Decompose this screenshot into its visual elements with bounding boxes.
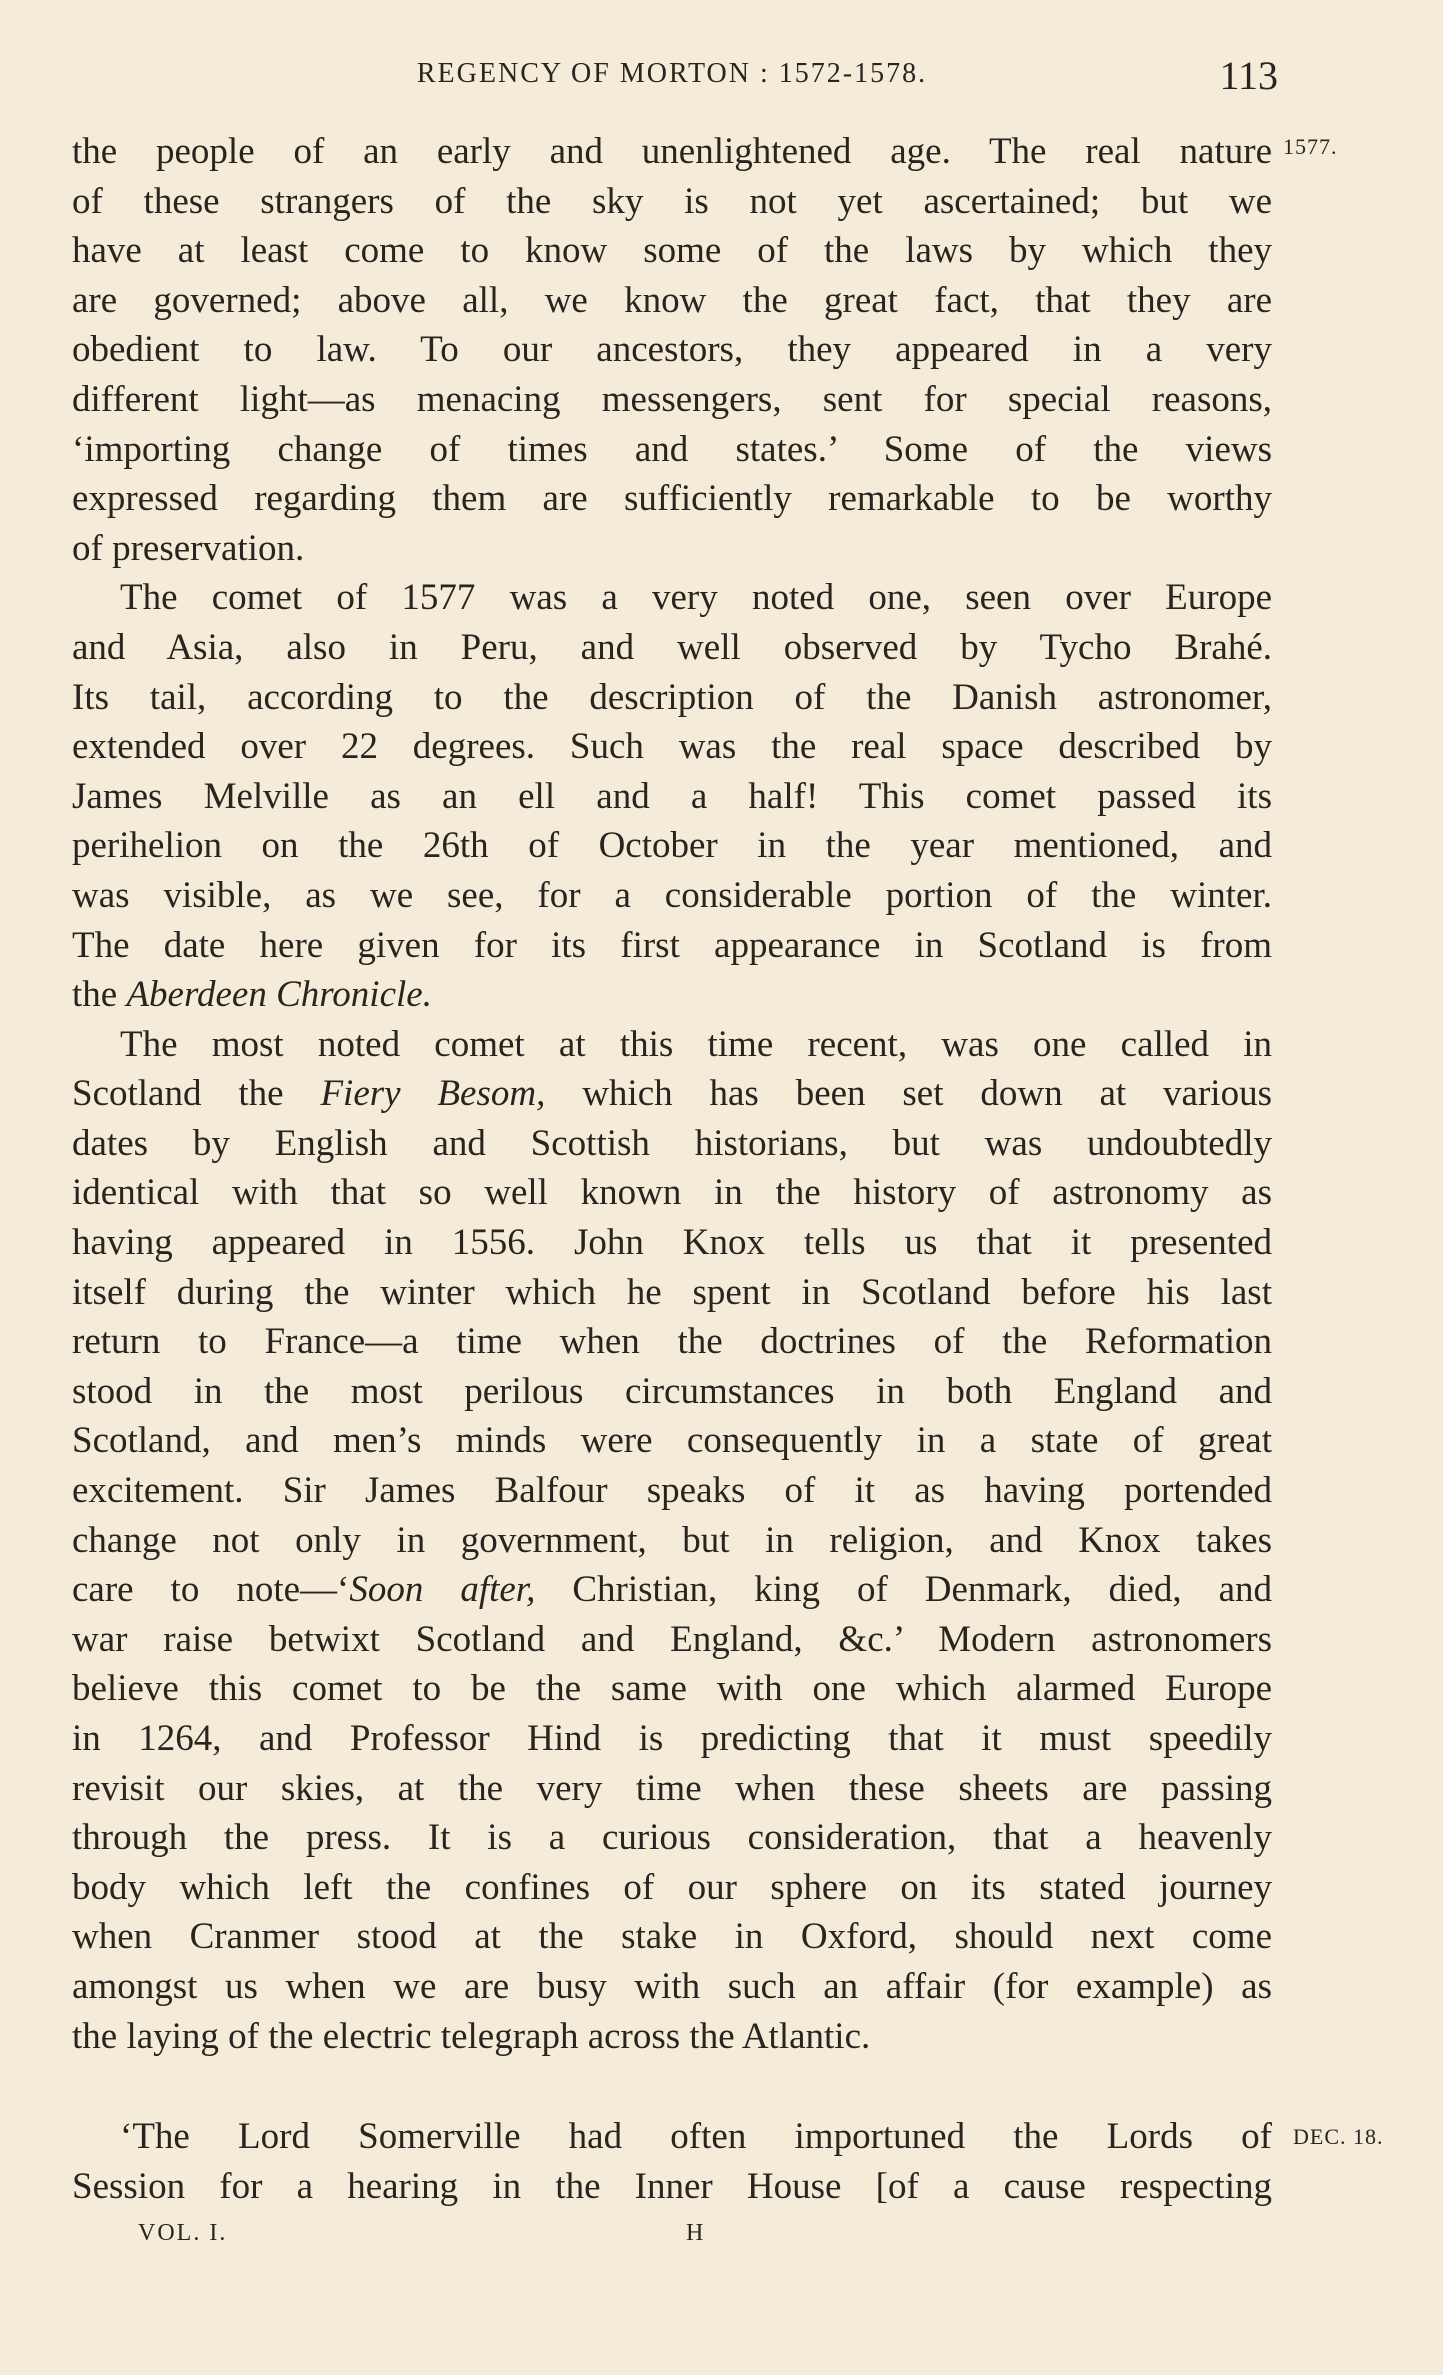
text-line: expressed regarding them are sufficiently remarkable to be worthy bbox=[72, 478, 1272, 520]
text-fragment: care to note—‘ bbox=[72, 1569, 350, 1611]
text-line: Its tail, according to the description of the Danish astronomer, bbox=[72, 676, 1272, 718]
text-fragment: which has been set down at various bbox=[545, 1073, 1272, 1115]
running-head: REGENCY OF MORTON : 1572-1578. bbox=[416, 58, 928, 89]
text-line: itself during the winter which he spent in Scotland before his last bbox=[72, 1271, 1272, 1313]
text-line: perihelion on the 26th of October in the year mentioned, and bbox=[72, 825, 1272, 867]
page-number: 113 bbox=[1219, 53, 1278, 98]
text-line: amongst us when we are busy with such an affair (for example) as bbox=[72, 1965, 1272, 2007]
text-line bbox=[72, 970, 1272, 1020]
text-line: return to France—a time when the doctrines of the Reformation bbox=[72, 1321, 1272, 1363]
margin-note-year: 1577. bbox=[1283, 134, 1338, 159]
margin-note-date: DEC. 18. bbox=[1293, 2124, 1384, 2149]
text-line: ‘The Lord Somerville had often importuned the Lords of bbox=[120, 2116, 1272, 2158]
italic-quote: Soon after, bbox=[349, 1569, 536, 1611]
text-line: revisit our skies, at the very time when these sheets are passing bbox=[72, 1767, 1272, 1809]
text-line: different light—as menacing messengers, sent for special reasons, bbox=[72, 378, 1272, 420]
text-line: stood in the most perilous circumstances in both England and bbox=[72, 1370, 1272, 1412]
text-line: ‘importing change of times and states.’ Some of the views bbox=[72, 428, 1272, 470]
text-line: identical with that so well known in the history of astronomy as bbox=[72, 1172, 1272, 1214]
text-line: through the press. It is a curious consideration, that a heavenly bbox=[72, 1817, 1272, 1859]
text-line: excitement. Sir James Balfour speaks of it as having portended bbox=[72, 1470, 1272, 1512]
footer-signature: H bbox=[686, 2220, 704, 2246]
text-fragment: Christian, king of Denmark, died, and bbox=[535, 1569, 1272, 1611]
text-line: when Cranmer stood at the stake in Oxford, should next come bbox=[72, 1916, 1272, 1958]
text-line: the laying of the electric telegraph across the Atlantic. bbox=[72, 2015, 871, 2057]
footer-volume: VOL. I. bbox=[138, 2220, 228, 2246]
text-line bbox=[72, 1565, 1272, 1615]
body-text bbox=[72, 127, 1272, 2211]
text-line: Scotland, and men’s minds were consequently in a state of great bbox=[72, 1420, 1272, 1462]
text-line: of these strangers of the sky is not yet ascertained; but we bbox=[72, 180, 1272, 222]
text-fragment: Scotland the bbox=[72, 1073, 321, 1115]
text-line: the people of an early and unenlightened age. The real nature bbox=[72, 131, 1272, 172]
italic-title: Aberdeen Chronicle. bbox=[126, 974, 432, 1016]
text-line: having appeared in 1556. John Knox tells us that it presented bbox=[72, 1222, 1272, 1264]
text-line: The comet of 1577 was a very noted one, seen over Europe bbox=[120, 577, 1272, 619]
italic-term: Fiery Besom, bbox=[320, 1073, 546, 1115]
text-line: in 1264, and Professor Hind is predicting that it must speedily bbox=[72, 1718, 1272, 1759]
text-line: obedient to law. To our ancestors, they appeared in a very bbox=[72, 329, 1272, 371]
text-fragment: the bbox=[72, 974, 127, 1016]
text-line: have at least come to know some of the laws by which they bbox=[72, 230, 1272, 272]
text-line: body which left the confines of our sphere on its stated journey bbox=[72, 1866, 1272, 1908]
text-line: Session for a hearing in the Inner House [of a cause respecting bbox=[72, 2165, 1272, 2207]
text-line: and Asia, also in Peru, and well observed by Tycho Brahé. bbox=[72, 626, 1272, 668]
text-line: extended over 22 degrees. Such was the real space described by bbox=[72, 726, 1272, 768]
text-line: change not only in government, but in religion, and Knox takes bbox=[72, 1519, 1272, 1561]
text-line: James Melville as an ell and a half! This comet passed its bbox=[72, 775, 1272, 817]
text-line: are governed; above all, we know the great fact, that they are bbox=[72, 279, 1272, 321]
text-line: of preservation. bbox=[72, 527, 305, 569]
text-line: was visible, as we see, for a considerable portion of the winter. bbox=[72, 874, 1272, 916]
page-header bbox=[72, 52, 1278, 102]
text-line: believe this comet to be the same with one which alarmed Europe bbox=[72, 1668, 1272, 1710]
text-line: war raise betwixt Scotland and England, &c.’ Modern astronomers bbox=[72, 1618, 1272, 1660]
text-line bbox=[72, 1069, 1272, 1119]
text-line: The date here given for its first appearance in Scotland is from bbox=[72, 924, 1272, 966]
text-line: dates by English and Scottish historians, but was undoubtedly bbox=[72, 1122, 1272, 1164]
paragraph-gap bbox=[72, 2061, 1272, 2112]
text-line: The most noted comet at this time recent, was one called in bbox=[120, 1023, 1272, 1065]
